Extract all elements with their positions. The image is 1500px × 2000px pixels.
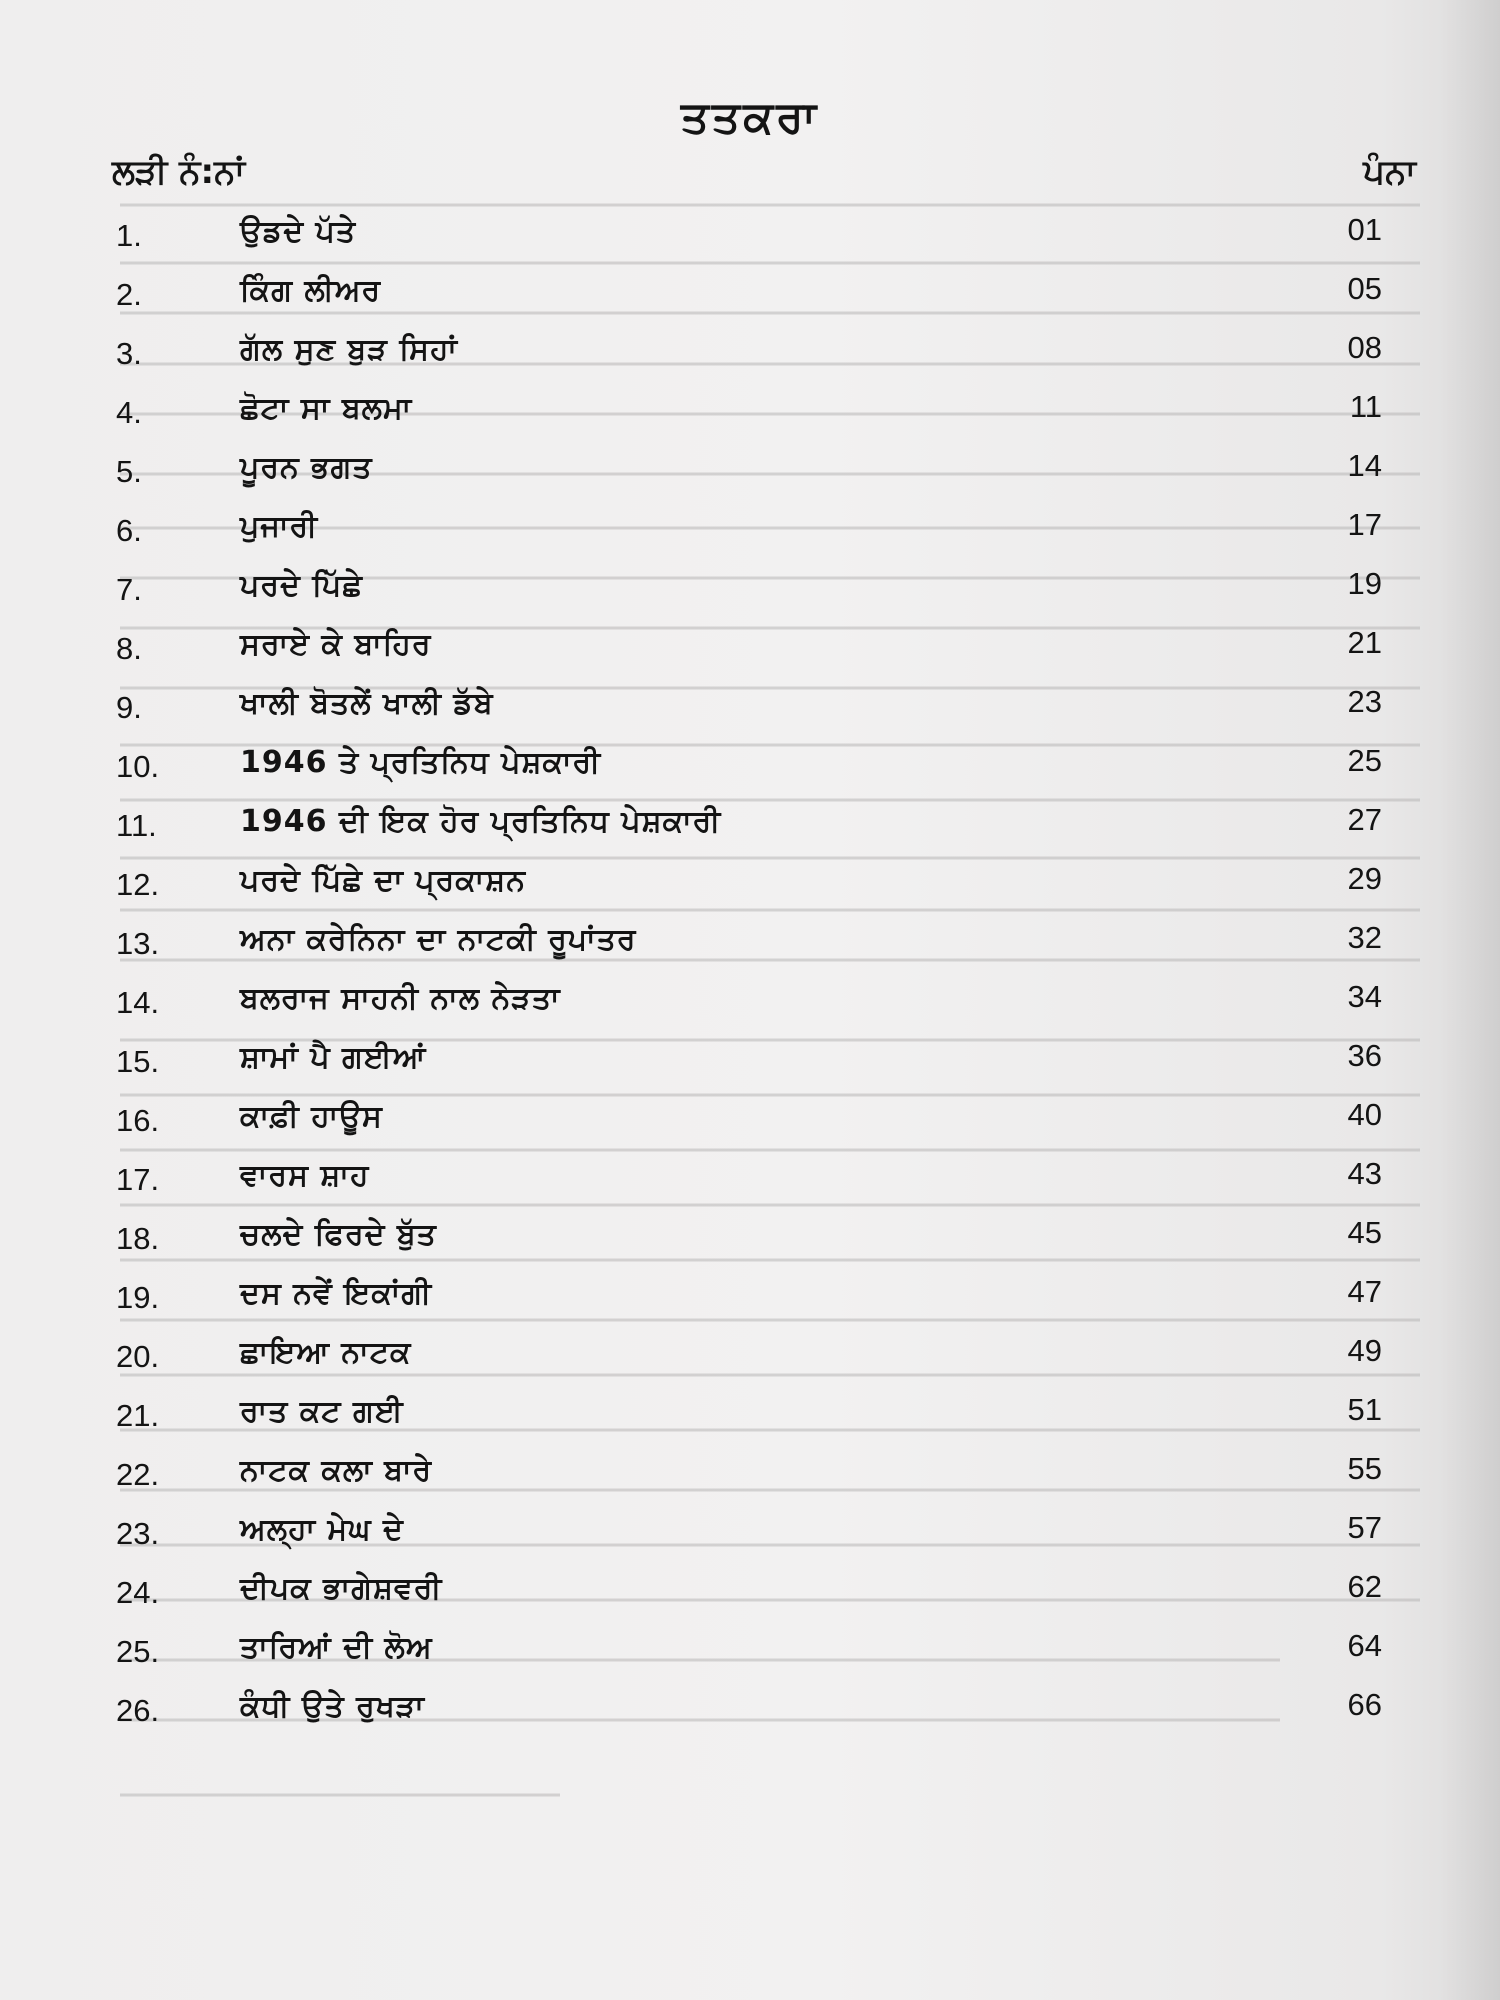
toc-row xyxy=(0,330,1500,389)
entry-number: 20. xyxy=(116,1339,160,1374)
entry-number: 1. xyxy=(116,218,142,253)
entry-number: 25. xyxy=(116,1634,160,1669)
entry-page: 43 xyxy=(1347,1156,1382,1191)
entry-page: 19 xyxy=(1347,566,1382,601)
entry-title: ਦੀਪਕ ਭਾਗੇਸ਼ਵਰੀ xyxy=(240,1571,443,1606)
entry-number: 22. xyxy=(116,1457,160,1492)
entry-number: 4. xyxy=(116,395,142,430)
entry-page: 08 xyxy=(1347,330,1382,365)
entry-number: 2. xyxy=(116,277,142,312)
entry-title: 1946 ਦੀ ਇਕ ਹੋਰ ਪ੍ਰਤਿਨਿਧ ਪੇਸ਼ਕਾਰੀ xyxy=(240,804,722,839)
entry-title: 1946 ਤੇ ਪ੍ਰਤਿਨਿਧ ਪੇਸ਼ਕਾਰੀ xyxy=(240,745,602,780)
entry-title: ਵਾਰਸ ਸ਼ਾਹ xyxy=(240,1158,370,1193)
entry-title: ਪੁਜਾਰੀ xyxy=(240,509,319,544)
entry-page: 49 xyxy=(1347,1333,1382,1368)
entry-page: 51 xyxy=(1347,1392,1382,1427)
entry-number: 16. xyxy=(116,1103,160,1138)
toc-row xyxy=(0,1333,1500,1392)
toc-row xyxy=(0,1451,1500,1510)
serial-column-header: ਲੜੀ ਨੰ:ਨਾਂ xyxy=(112,152,245,192)
entry-number: 21. xyxy=(116,1398,160,1433)
toc-row xyxy=(0,625,1500,684)
entry-number: 10. xyxy=(116,749,160,784)
entry-page: 11 xyxy=(1349,389,1382,424)
entry-title: ਪਰਦੇ ਪਿੱਛੇ ਦਾ ਪ੍ਰਕਾਸ਼ਨ xyxy=(240,863,526,898)
entry-number: 12. xyxy=(116,867,160,902)
entry-title: ਛਾਇਆ ਨਾਟਕ xyxy=(240,1335,412,1370)
toc-row xyxy=(0,1569,1500,1628)
entry-page: 40 xyxy=(1347,1097,1382,1132)
entry-page: 34 xyxy=(1347,979,1382,1014)
entry-number: 7. xyxy=(116,572,142,607)
entry-title: ਉਡਦੇ ਪੱਤੇ xyxy=(240,214,357,249)
entry-page: 47 xyxy=(1347,1274,1382,1309)
entry-page: 64 xyxy=(1347,1628,1382,1663)
toc-row xyxy=(0,389,1500,448)
toc-row xyxy=(0,1687,1500,1746)
entry-page: 14 xyxy=(1347,448,1382,483)
toc-row xyxy=(0,1392,1500,1451)
toc-row xyxy=(0,743,1500,802)
entry-page: 05 xyxy=(1347,271,1382,306)
toc-row xyxy=(0,1628,1500,1687)
entry-page: 27 xyxy=(1347,802,1382,837)
entry-page: 57 xyxy=(1347,1510,1382,1545)
entry-title: ਤਾਰਿਆਂ ਦੀ ਲੋਅ xyxy=(240,1630,433,1665)
entry-page: 23 xyxy=(1347,684,1382,719)
toc-row xyxy=(0,448,1500,507)
toc-row xyxy=(0,979,1500,1038)
entry-title: ਰਾਤ ਕਟ ਗਈ xyxy=(240,1394,404,1429)
entry-page: 01 xyxy=(1347,212,1382,247)
table-of-contents xyxy=(0,212,1500,1746)
entry-title: ਪੂਰਨ ਭਗਤ xyxy=(240,450,373,485)
entry-page: 62 xyxy=(1347,1569,1382,1604)
page-title: ਤਤਕਰਾ xyxy=(680,92,820,143)
entry-page: 66 xyxy=(1347,1687,1382,1722)
toc-row xyxy=(0,920,1500,979)
entry-title: ਦਸ ਨਵੇਂ ਇਕਾਂਗੀ xyxy=(240,1276,433,1311)
entry-page: 45 xyxy=(1347,1215,1382,1250)
entry-title: ਖਾਲੀ ਬੋਤਲੇਂ ਖਾਲੀ ਡੱਬੇ xyxy=(240,686,494,721)
entry-title: ਗੱਲ ਸੁਣ ਬੁੜ ਸਿਹਾਂ xyxy=(240,332,458,367)
entry-number: 26. xyxy=(116,1693,160,1728)
toc-row xyxy=(0,212,1500,271)
toc-row xyxy=(0,1274,1500,1333)
entry-title: ਅਨਾ ਕਰੇਨਿਨਾ ਦਾ ਨਾਟਕੀ ਰੂਪਾਂਤਰ xyxy=(240,922,637,957)
entry-page: 55 xyxy=(1347,1451,1382,1486)
entry-page: 29 xyxy=(1347,861,1382,896)
entry-number: 8. xyxy=(116,631,142,666)
entry-title: ਸਰਾਏ ਕੇ ਬਾਹਿਰ xyxy=(240,627,432,662)
entry-title: ਸ਼ਾਮਾਂ ਪੈ ਗਈਆਂ xyxy=(240,1040,427,1075)
entry-number: 13. xyxy=(116,926,160,961)
entry-number: 9. xyxy=(116,690,142,725)
toc-row xyxy=(0,861,1500,920)
entry-number: 19. xyxy=(116,1280,160,1315)
entry-page: 32 xyxy=(1347,920,1382,955)
toc-row xyxy=(0,684,1500,743)
toc-row xyxy=(0,1215,1500,1274)
toc-row xyxy=(0,1097,1500,1156)
entry-number: 17. xyxy=(116,1162,160,1197)
entry-title: ਕਿੰਗ ਲੀਅਰ xyxy=(240,273,382,308)
entry-page: 25 xyxy=(1347,743,1382,778)
toc-row xyxy=(0,566,1500,625)
entry-title: ਚਲਦੇ ਫਿਰਦੇ ਬੁੱਤ xyxy=(240,1217,437,1252)
entry-number: 14. xyxy=(116,985,160,1020)
entry-number: 11. xyxy=(116,808,157,843)
entry-title: ਨਾਟਕ ਕਲਾ ਬਾਰੇ xyxy=(240,1453,433,1488)
entry-number: 3. xyxy=(116,336,142,371)
entry-number: 5. xyxy=(116,454,142,489)
entry-page: 36 xyxy=(1347,1038,1382,1073)
entry-number: 15. xyxy=(116,1044,160,1079)
entry-number: 6. xyxy=(116,513,142,548)
toc-row xyxy=(0,1510,1500,1569)
entry-title: ਬਲਰਾਜ ਸਾਹਨੀ ਨਾਲ ਨੇੜਤਾ xyxy=(240,981,561,1016)
entry-title: ਕਾਫ਼ੀ ਹਾਊਸ xyxy=(240,1099,383,1134)
toc-row xyxy=(0,802,1500,861)
toc-row xyxy=(0,507,1500,566)
entry-title: ਅਲ੍ਹਾ ਮੇਘ ਦੇ xyxy=(240,1512,404,1547)
page-column-header: ਪੰਨਾ xyxy=(1363,152,1416,192)
entry-title: ਪਰਦੇ ਪਿੱਛੇ xyxy=(240,568,363,603)
toc-row xyxy=(0,1038,1500,1097)
entry-number: 24. xyxy=(116,1575,160,1610)
entry-page: 21 xyxy=(1347,625,1382,660)
entry-title: ਕੰਧੀ ਉਤੇ ਰੁਖੜਾ xyxy=(240,1689,425,1724)
entry-page: 17 xyxy=(1347,507,1382,542)
entry-number: 18. xyxy=(116,1221,160,1256)
entry-title: ਛੋਟਾ ਸਾ ਬਲਮਾ xyxy=(240,391,413,426)
entry-number: 23. xyxy=(116,1516,160,1551)
toc-row xyxy=(0,271,1500,330)
toc-row xyxy=(0,1156,1500,1215)
